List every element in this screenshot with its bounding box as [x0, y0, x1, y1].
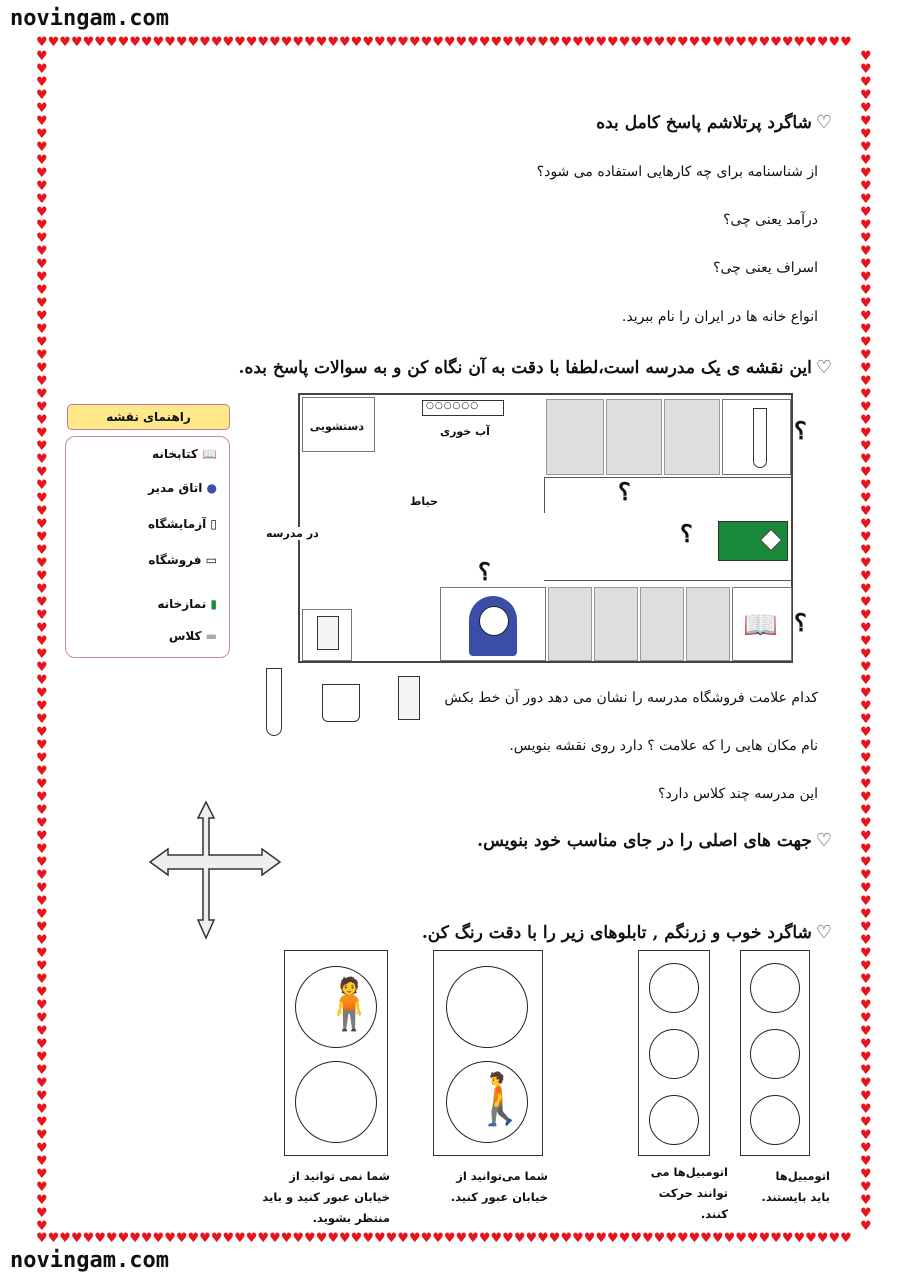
heart-outline-icon: ♡ [815, 922, 832, 943]
milk-carton-icon: ▭ [201, 553, 217, 567]
legend-item: 📖 کتابخانه [152, 447, 217, 461]
school-door-label: در مدرسه [266, 527, 319, 540]
caption: اتومبیل‌ها می توانند حرکت کنند. [650, 1165, 728, 1221]
heart-outline-icon: ♡ [815, 357, 832, 378]
corridor-line [544, 477, 793, 478]
school-map [266, 393, 793, 663]
legend-item: ▯ آزمایشگاه [147, 517, 217, 531]
class-room [548, 587, 592, 661]
caption: اتومبیل‌ها باید بایستند. [761, 1169, 830, 1204]
prayer-room-icon [718, 521, 788, 561]
light-circle[interactable] [649, 963, 699, 1013]
prayer-room-icon: ▮ [206, 597, 217, 611]
section1-heading-text: شاگرد پرتلاشم پاسخ کامل بده [596, 113, 812, 133]
light-circle[interactable] [295, 966, 381, 1048]
standing-person-icon: 🧍 [318, 975, 381, 1033]
book-icon: 📖 [197, 447, 217, 461]
light-circle[interactable] [446, 966, 528, 1048]
class-room [606, 399, 662, 475]
section4-heading [272, 922, 832, 943]
light-circle[interactable] [750, 1095, 800, 1145]
principal-icon: ● [202, 481, 217, 495]
yard-label: حیاط [410, 495, 438, 508]
heart-outline-icon: ♡ [815, 830, 832, 851]
compass-arrows-icon [148, 800, 282, 940]
legend-item: ● اتاق مدیر [147, 481, 217, 495]
class-icon: ▬ [201, 629, 217, 643]
cup-icon[interactable] [322, 684, 360, 722]
traffic-light-panel [740, 950, 810, 1156]
book-icon: 📖 [743, 608, 778, 641]
question-line: کدام علامت فروشگاه مدرسه را نشان می دهد دور آن خط بکش [444, 690, 818, 706]
section1-heading [232, 112, 832, 133]
light-circle[interactable] [750, 963, 800, 1013]
traffic-light-panel [638, 950, 710, 1156]
corridor-wall [544, 477, 545, 513]
legend-item: ▮ نمازخانه [157, 597, 217, 611]
question-mark: ؟ [478, 557, 491, 586]
question-mark: ؟ [794, 608, 807, 637]
heart-border-left: ♥♥♥♥♥♥♥♥♥♥♥♥♥♥♥♥♥♥♥♥♥♥♥♥♥♥♥♥♥♥♥♥♥♥♥♥♥♥♥♥♥♥♥♥♥♥♥♥♥♥♥♥♥♥♥♥♥♥♥♥♥♥♥♥♥♥♥♥♥♥♥♥♥♥♥♥♥♥♥♥♥♥♥♥♥♥♥♥♥♥♥ [36, 50, 48, 1232]
class-room [594, 587, 638, 661]
watermark-top: novingam.com [10, 6, 169, 31]
section2-heading-text: این نقشه ی یک مدرسه است،لطفا با دقت به آن نگاه کن و به سوالات پاسخ بده. [238, 358, 812, 378]
washroom-label: دستشویی [309, 420, 364, 433]
legend-item: ▬ کلاس [168, 629, 217, 643]
question-line: از شناسنامه برای چه کارهایی استفاده می شود؟ [536, 164, 818, 180]
walking-person-icon: 🚶 [469, 1070, 532, 1128]
heart-border-top: ♥♥♥♥♥♥♥♥♥♥♥♥♥♥♥♥♥♥♥♥♥♥♥♥♥♥♥♥♥♥♥♥♥♥♥♥♥♥♥♥♥♥♥♥♥♥♥♥♥♥♥♥♥♥♥♥♥♥♥♥♥♥♥♥♥♥♥♥♥♥ [36, 36, 852, 50]
question-mark: ؟ [794, 416, 807, 445]
library-room [732, 587, 792, 661]
section3-heading [332, 830, 832, 851]
test-tube-icon: ▯ [206, 517, 217, 531]
section2-heading [212, 357, 832, 378]
store-room [302, 609, 352, 661]
heart-outline-icon: ♡ [815, 112, 832, 133]
principal-icon [469, 596, 517, 656]
pedestrian-sign-panel [284, 950, 388, 1156]
light-circle[interactable] [446, 1061, 532, 1143]
section3-heading-text: جهت های اصلی را در جای مناسب خود بنویس. [477, 831, 812, 851]
principal-room [440, 587, 546, 661]
class-room [686, 587, 730, 661]
water-fountain-label: آب خوری [440, 425, 490, 438]
class-room [664, 399, 720, 475]
question-line: این مدرسه چند کلاس دارد؟ [658, 786, 818, 802]
heart-border-bottom: ♥♥♥♥♥♥♥♥♥♥♥♥♥♥♥♥♥♥♥♥♥♥♥♥♥♥♥♥♥♥♥♥♥♥♥♥♥♥♥♥♥♥♥♥♥♥♥♥♥♥♥♥♥♥♥♥♥♥♥♥♥♥♥♥♥♥♥♥♥♥ [36, 1232, 852, 1246]
question-mark: ؟ [680, 519, 693, 548]
caption: شما می‌توانید از خیابان عبور کنید. [450, 1169, 548, 1204]
water-fountain-icon: ○○○○○○ [422, 400, 504, 416]
light-circle[interactable] [750, 1029, 800, 1079]
question-line: اسراف یعنی چی؟ [713, 260, 818, 276]
question-mark: ؟ [618, 477, 631, 506]
watermark-bottom: novingam.com [10, 1248, 169, 1273]
pedestrian-sign-panel [433, 950, 543, 1156]
question-line: نام مکان هایی را که علامت ؟ دارد روی نقشه بنویس. [509, 738, 818, 754]
corridor-line [544, 580, 793, 581]
question-line: درآمد یعنی چی؟ [723, 212, 818, 228]
map-legend [65, 436, 230, 658]
light-circle[interactable] [649, 1029, 699, 1079]
light-circle[interactable] [649, 1095, 699, 1145]
legend-item: ▭ فروشگاه [148, 553, 217, 567]
class-room [640, 587, 684, 661]
question-line: انواع خانه ها در ایران را نام ببرید. [621, 309, 818, 325]
class-room [546, 399, 604, 475]
light-circle[interactable] [295, 1061, 377, 1143]
legend-title: راهنمای نقشه [67, 404, 230, 430]
caption: شما نمی توانید از خیابان عبور کنید و باید منتظر بشوید. [262, 1169, 390, 1225]
milk-carton-icon [317, 616, 339, 650]
laboratory-room [722, 399, 791, 475]
washroom-room [302, 397, 375, 452]
test-tube-icon[interactable] [266, 668, 282, 736]
test-tube-icon [753, 408, 767, 468]
heart-border-right: ♥♥♥♥♥♥♥♥♥♥♥♥♥♥♥♥♥♥♥♥♥♥♥♥♥♥♥♥♥♥♥♥♥♥♥♥♥♥♥♥♥♥♥♥♥♥♥♥♥♥♥♥♥♥♥♥♥♥♥♥♥♥♥♥♥♥♥♥♥♥♥♥♥♥♥♥♥♥♥♥♥♥♥♥♥♥♥♥♥♥♥ [860, 50, 872, 1232]
milk-carton-icon[interactable] [398, 676, 420, 720]
section4-heading-text: شاگرد خوب و زرنگم , تابلوهای زیر را با دقت رنگ کن. [421, 923, 812, 943]
